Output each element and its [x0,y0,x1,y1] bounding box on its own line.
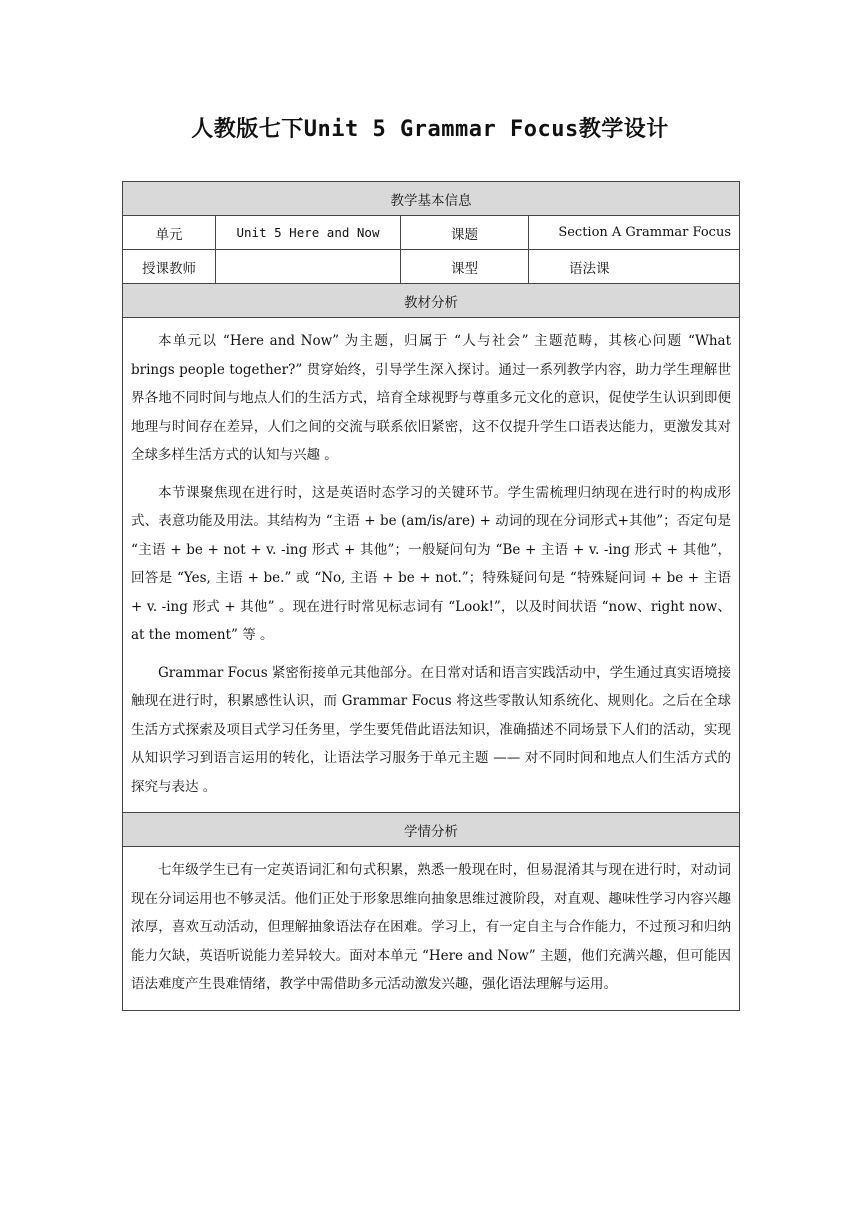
teacher-value [216,250,401,284]
material-paragraph: Grammar Focus 紧密衔接单元其他部分。在日常对话和语言实践活动中，学生通过真实语境接触现在进行时，积累感性认识，而 Grammar Focus 将这些零散认知系统化、规则化。之后在全球生活方式探索及项目式学习任务里，学生要凭借此语法知识，准确描述不同场景下人们的活动，实现从知识学习到语言运用的转化，让语法学习服务于单元主题 —— 对不同时间和地点人们生活方式的探究与表达 。 [131,664,731,795]
title-suffix: 教学设计 [578,116,669,142]
topic-label: 课题 [401,216,529,250]
teacher-label: 授课教师 [123,250,216,284]
lesson-type-value: 语法课 [529,250,740,284]
title-prefix: 人教版七下 [191,116,304,142]
lesson-type-label: 课型 [401,250,529,284]
material-analysis-body [123,318,740,813]
unit-value: Unit 5 Here and Now [216,216,401,250]
material-paragraph: 本单元以 “Here and Now” 为主题，归属于 “人与社会” 主题范畴，其核心问题 “What brings people together?” 贯穿始终，引导学生深入探讨。通过一系列教学内容，助力学生理解世界各地不同时间与地点人们的生活方式，培育全球视野与尊重多元文化的意识，促使学生认识到即便地理与时间存在差异，人们之间的交流与联系依旧紧密，这不仅提升学生口语表达能力，更激发其对全球多样生活方式的认知与兴趣 。 [131,333,731,463]
learner-analysis-header: 学情分析 [123,813,740,847]
basic-info-header: 教学基本信息 [123,182,740,216]
learner-paragraph: 七年级学生已有一定英语词汇和句式积累，熟悉一般现在时，但易混淆其与现在进行时，对动词现在分词运用也不够灵活。他们正处于形象思维向抽象思维过渡阶段，对直观、趣味性学习内容兴趣浓厚，喜欢互动活动，但理解抽象语法存在困难。学习上，有一定自主与合作能力，不过预习和归纳能力欠缺，英语听说能力差异较大。面对本单元 “Here and Now” 主题，他们充满兴趣，但可能因语法难度产生畏难情绪，教学中需借助多元活动激发兴趣，强化语法理解与运用。 [131,862,731,992]
topic-value: Section A Grammar Focus [529,216,740,250]
unit-label: 单元 [123,216,216,250]
material-analysis-header: 教材分析 [123,284,740,318]
material-paragraph: 本节课聚焦现在进行时，这是英语时态学习的关键环节。学生需梳理归纳现在进行时的构成形式、表意功能及用法。其结构为 “主语 + be (am/is/are) + 动词的现在分词形式+其他”；否定句是 “主语 + be + not + v. -ing 形式 + 其他”；一般疑问句为 “Be + 主语 + v. -ing 形式 + 其他”，回答是 “Yes, 主语 + be.” 或 “No, 主语 + be + not.”；特殊疑问句是 “特殊疑问词 + be + 主语 + v. -ing 形式 + 其他” 。现在进行时常见标志词有 “Look!”，以及时间状语 “now、right now、at the moment” 等 。 [131,484,731,643]
lesson-plan-table [122,181,740,1011]
page-title [0,112,860,143]
learner-analysis-body [123,847,740,1011]
title-unit: Unit 5 Grammar Focus [303,117,579,142]
